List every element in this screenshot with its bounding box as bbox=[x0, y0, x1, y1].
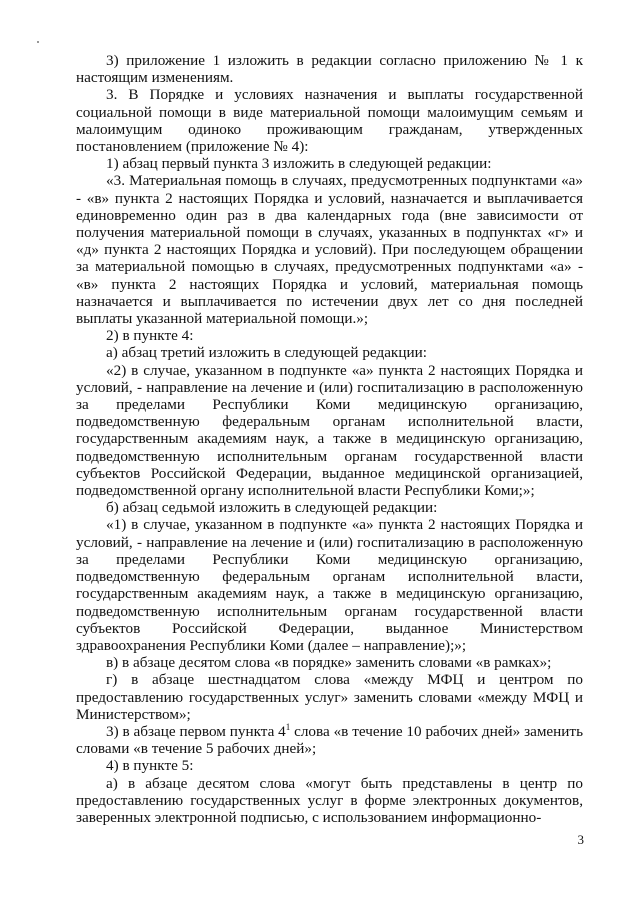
paragraph: 2) в пункте 4: bbox=[106, 327, 194, 345]
paragraph: 4) в пункте 5: bbox=[106, 757, 194, 775]
paragraph: «3. Материальная помощь в случаях, предусмотренных подпунктами «а» - «в» пункта 2 настоящих Порядка и условий, назначается и выплачивается единовременно один раз в два календарных года (вне зависимости от получения материальной помощи в случаях, указанных в подпунктах «г» и «д» пункта 2 настоящих Порядка и условий). При последующем обращении за материальной помощью в случаях, предусмотренных подпунктами «а» - «в» пункта 2 настоящих Порядка и условий, материальная помощь назначается и выплачивается по истечении двух лет со дня последней выплаты указанной материальной помощи.»; bbox=[76, 172, 583, 328]
paragraph: 3) приложение 1 изложить в редакции согласно приложению № 1 к настоящим изменениям. bbox=[76, 52, 583, 87]
page-number: 3 bbox=[577, 832, 584, 847]
scan-speck bbox=[37, 41, 39, 43]
paragraph: «2) в случае, указанном в подпункте «а» пункта 2 настоящих Порядка и условий, - направление на лечение и (или) госпитализацию в расположенную за пределами Республики Коми медицинскую организацию, подведомственную федеральным органам исполнительной власти, государственным академиям наук, а также в медицинскую организацию, подведомственную исполнительным органам государственной власти субъектов Российской Федерации, выданное медицинской организацией, подведомственной органу исполнительной власти Республики Коми;»; bbox=[76, 361, 583, 500]
document-body bbox=[76, 52, 583, 826]
paragraph: «1) в случае, указанном в подпункте «а» пункта 2 настоящих Порядка и условий, - направление на лечение и (или) госпитализацию в расположенную за пределами Республики Коми медицинскую организацию, подведомственную федеральным органам исполнительной власти, государственным академиям наук, а также в медицинскую организацию, подведомственную исполнительным органам государственной власти субъектов Российской Федерации, выданное Министерством здравоохранения Республики Коми (далее – направление);»; bbox=[76, 516, 583, 654]
paragraph: а) абзац третий изложить в следующей редакции: bbox=[106, 344, 427, 362]
paragraph-text: 3) в абзаце первом пункта 4 bbox=[106, 722, 286, 740]
paragraph: г) в абзаце шестнадцатом слова «между МФЦ и центром по предоставлению государственных услуг» заменить словами «между МФЦ и Министерством»; bbox=[76, 671, 583, 723]
paragraph: 1) абзац первый пункта 3 изложить в следующей редакции: bbox=[106, 155, 492, 173]
superscript: 1 bbox=[285, 721, 291, 732]
paragraph: а) в абзаце десятом слова «могут быть представлены в центр по предоставлению государственных услуг в форме электронных документов, заверенных электронной подписью, с использованием информационно- bbox=[76, 774, 583, 826]
paragraph-text: слова «в течение 10 рабочих дней» заменить словами «в течение 5 рабочих дней»; bbox=[76, 722, 583, 758]
paragraph-with-superscript bbox=[76, 723, 583, 757]
paragraph: б) абзац седьмой изложить в следующей редакции: bbox=[106, 499, 438, 517]
paragraph: 3. В Порядке и условиях назначения и выплаты государственной социальной помощи в виде материальной помощи малоимущим семьям и малоимущим одиноко проживающим гражданам, утвержденных постановлением (приложение № 4): bbox=[76, 86, 583, 156]
paragraph: в) в абзаце десятом слова «в порядке» заменить словами «в рамках»; bbox=[106, 654, 552, 672]
